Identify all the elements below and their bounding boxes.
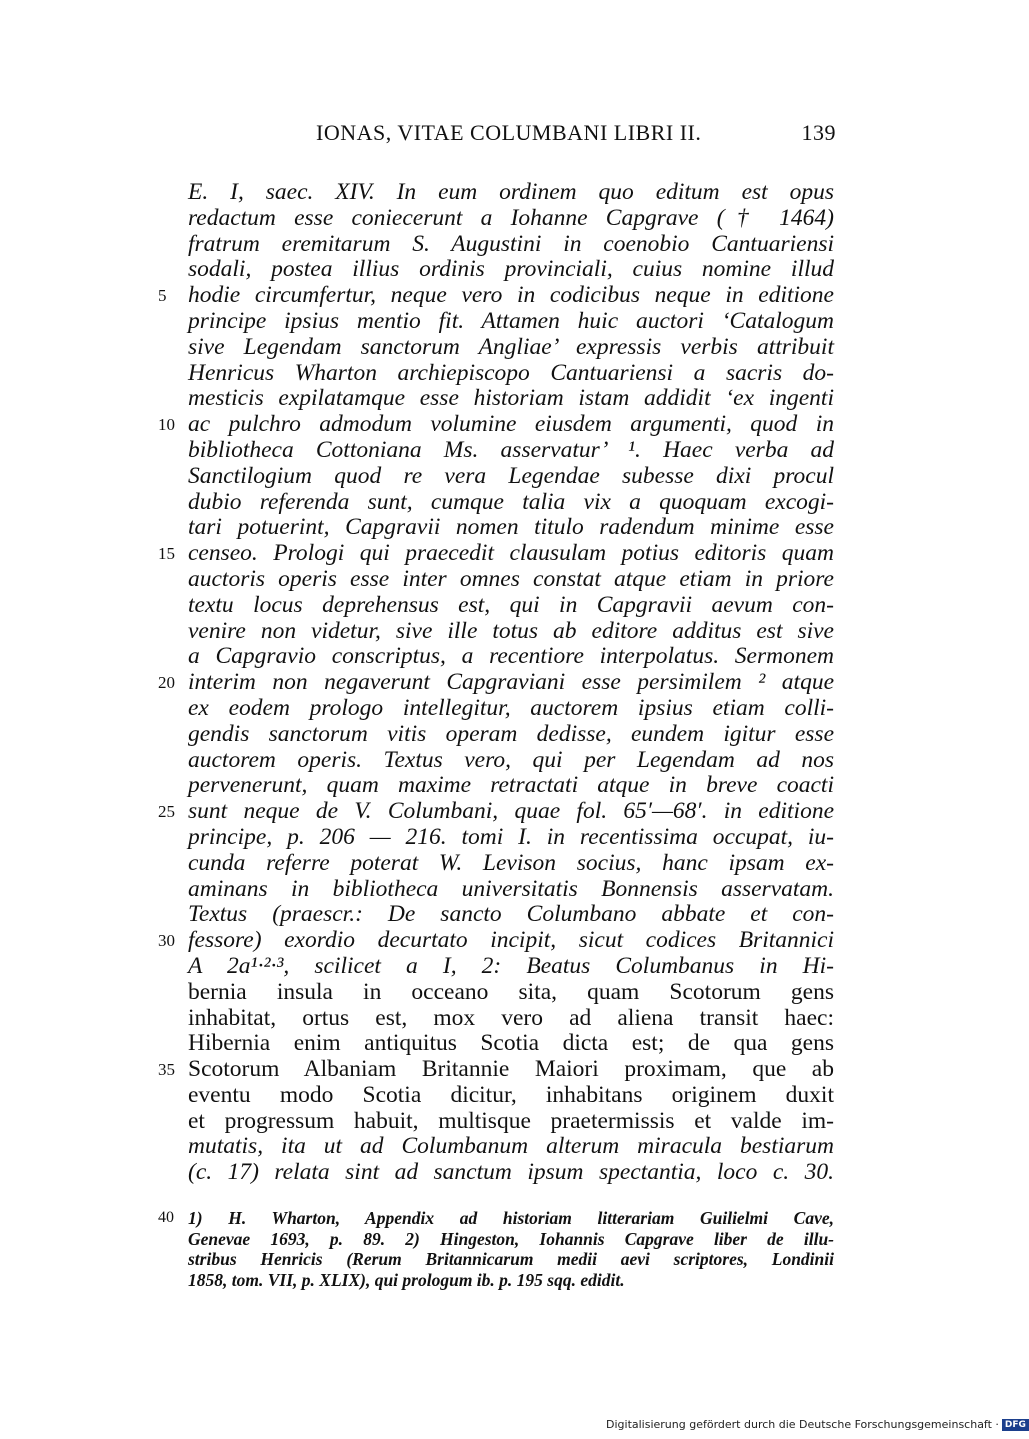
footnote-line [0,1249,1000,1270]
text-line [0,902,1000,928]
text-line [0,283,1000,309]
text-line [0,1057,1000,1083]
line-text: Hibernia enim antiquitus Scotia dicta est; de qua gens [188,1030,834,1057]
text-line [0,232,1000,258]
line-number: 35 [158,1060,175,1080]
text-line [0,593,1000,619]
text-line [0,361,1000,387]
line-text: Henricus Wharton archiepiscopo Cantuariensi a sacris do- [188,359,834,386]
line-text: auctoris operis esse inter omnes constat atque etiam in priore [188,565,834,592]
line-text: redactum esse coniecerunt a Iohanne Capgrave († 1464) [188,204,834,231]
main-text [0,180,1000,1186]
line-text: cunda referre poterat W. Levison socius, hanc ipsam ex- [188,849,834,876]
line-text: principe ipsius mentio fit. Attamen huic auctori ‘Catalogum [188,307,834,334]
line-number: 15 [158,544,175,564]
text-line [0,541,1000,567]
line-text: bernia insula in occeano sita, quam Scotorum gens [188,978,834,1005]
line-text: sive Legendam sanctorum Angliae’ expressis verbis attribuit [188,333,834,360]
line-number: 5 [158,286,167,306]
text-line [0,1160,1000,1186]
text-line [0,851,1000,877]
line-text: mutatis, ita ut ad Columbanum alterum miracula bestiarum [188,1133,834,1160]
text-line [0,1109,1000,1135]
line-text: principe, p. 206 — 216. tomi I. in recentissima occupat, iu- [188,823,834,850]
line-text: pervenerunt, quam maxime retractati atque in breve coacti [188,772,834,799]
line-text: aminans in bibliotheca universitatis Bonnensis asservatam. [188,875,834,902]
text-line [0,180,1000,206]
text-line [0,257,1000,283]
text-line [0,1031,1000,1057]
footnote-line [0,1208,1000,1229]
line-text: interim non negaverunt Capgraviani esse persimilem ² atque [188,669,834,696]
text-line [0,515,1000,541]
line-text: (c. 17) relata sint ad sanctum ipsum spectantia, loco c. 30. [188,1159,834,1186]
text-line [0,386,1000,412]
footnote-line [0,1229,1000,1250]
line-number: 25 [158,802,175,822]
text-line [0,748,1000,774]
dfg-logo: DFG [1002,1419,1029,1431]
text-line [0,980,1000,1006]
line-text: fessore) exordio decurtato incipit, sicut codices Britannici [188,927,834,954]
text-line [0,928,1000,954]
line-number: 30 [158,931,175,951]
running-header [188,120,836,154]
line-number: 20 [158,673,175,693]
line-text: tari potuerint, Capgravii nomen titulo radendum minime esse [188,514,834,541]
footnote-text: stribus Henricis (Rerum Britannicarum medii aevi scriptores, Londinii [188,1249,834,1269]
line-text: Sanctilogium quod re vera Legendae subesse dixi procul [188,462,834,489]
text-line [0,1083,1000,1109]
line-text: hodie circumfertur, neque vero in codicibus neque in editione [188,282,834,309]
line-text: fratrum eremitarum S. Augustini in coenobio Cantuariensi [188,230,834,257]
line-text: E. I, saec. XIV. In eum ordinem quo editum est opus [188,179,834,205]
text-line [0,619,1000,645]
line-text: venire non videtur, sive ille totus ab editore additus est sive [188,617,834,644]
text-line [0,670,1000,696]
line-number: 10 [158,415,175,435]
text-line [0,954,1000,980]
line-text: a Capgravio conscriptus, a recentiore interpolatus. Sermonem [188,643,834,670]
footer-text: Digitalisierung gefördert durch die Deutsche Forschungsgemeinschaft · [606,1418,999,1431]
text-line [0,335,1000,361]
line-text: et progressum habuit, multisque praetermissis et valde im- [188,1107,834,1134]
line-text: textu locus deprehensus est, qui in Capgravii aevum con- [188,591,834,618]
footnotes [0,1208,1000,1290]
text-line [0,567,1000,593]
text-line [0,696,1000,722]
text-line [0,490,1000,516]
line-text: bibliotheca Cottoniana Ms. asservatur’ ¹. Haec verba ad [188,436,834,463]
line-text: A 2a¹·²·³, scilicet a I, 2: Beatus Columbanus in Hi- [188,952,834,979]
text-line [0,825,1000,851]
text-line [0,722,1000,748]
text-line [0,1006,1000,1032]
text-line [0,464,1000,490]
text-line [0,799,1000,825]
text-line [0,877,1000,903]
line-text: Textus (praescr.: De sancto Columbano abbate et con- [188,901,834,928]
line-text: ac pulchro admodum volumine eiusdem argumenti, quod in [188,411,834,438]
line-text: censeo. Prologi qui praecedit clausulam potius editoris quam [188,540,834,567]
text-line [0,206,1000,232]
footnote-line [0,1270,1000,1291]
footnote-text: 1) H. Wharton, Appendix ad historiam litterariam Guilielmi Cave, [188,1208,834,1228]
line-number: 40 [158,1209,174,1226]
text-line [0,309,1000,335]
text-line [0,438,1000,464]
page-number: 139 [801,120,836,145]
text-line [0,412,1000,438]
line-text: inhabitat, ortus est, mox vero ad aliena transit haec: [188,1004,834,1031]
footnote-text: 1858, tom. VII, p. XLIX), qui prologum ib. p. 195 sqq. edidit. [188,1269,625,1290]
text-line [0,773,1000,799]
line-text: gendis sanctorum vitis operam dedisse, eundem igitur esse [188,720,834,747]
text-line [0,644,1000,670]
line-text: sunt neque de V. Columbani, quae fol. 65′—68′. in editione [188,798,834,825]
line-text: mesticis expilatamque esse historiam istam addidit ‘ex ingenti [188,385,834,412]
running-title: IONAS, VITAE COLUMBANI LIBRI II. [316,120,702,145]
line-text: ex eodem prologo intellegitur, auctorem ipsius etiam colli- [188,694,834,721]
line-text: dubio referenda sunt, cumque talia vix a quoquam excogi- [188,488,834,515]
footnote-text: Genevae 1693, p. 89. 2) Hingeston, Iohannis Capgrave liber de illu- [188,1228,834,1249]
line-text: Scotorum Albaniam Britannie Maiori proximam, que ab [188,1056,834,1083]
text-line [0,1134,1000,1160]
line-text: eventu modo Scotia dicitur, inhabitans originem duxit [188,1081,834,1108]
funding-footer [606,1418,1029,1431]
line-text: auctorem operis. Textus vero, qui per Legendam ad nos [188,746,834,773]
line-text: sodali, postea illius ordinis provinciali, cuius nomine illud [188,256,834,283]
